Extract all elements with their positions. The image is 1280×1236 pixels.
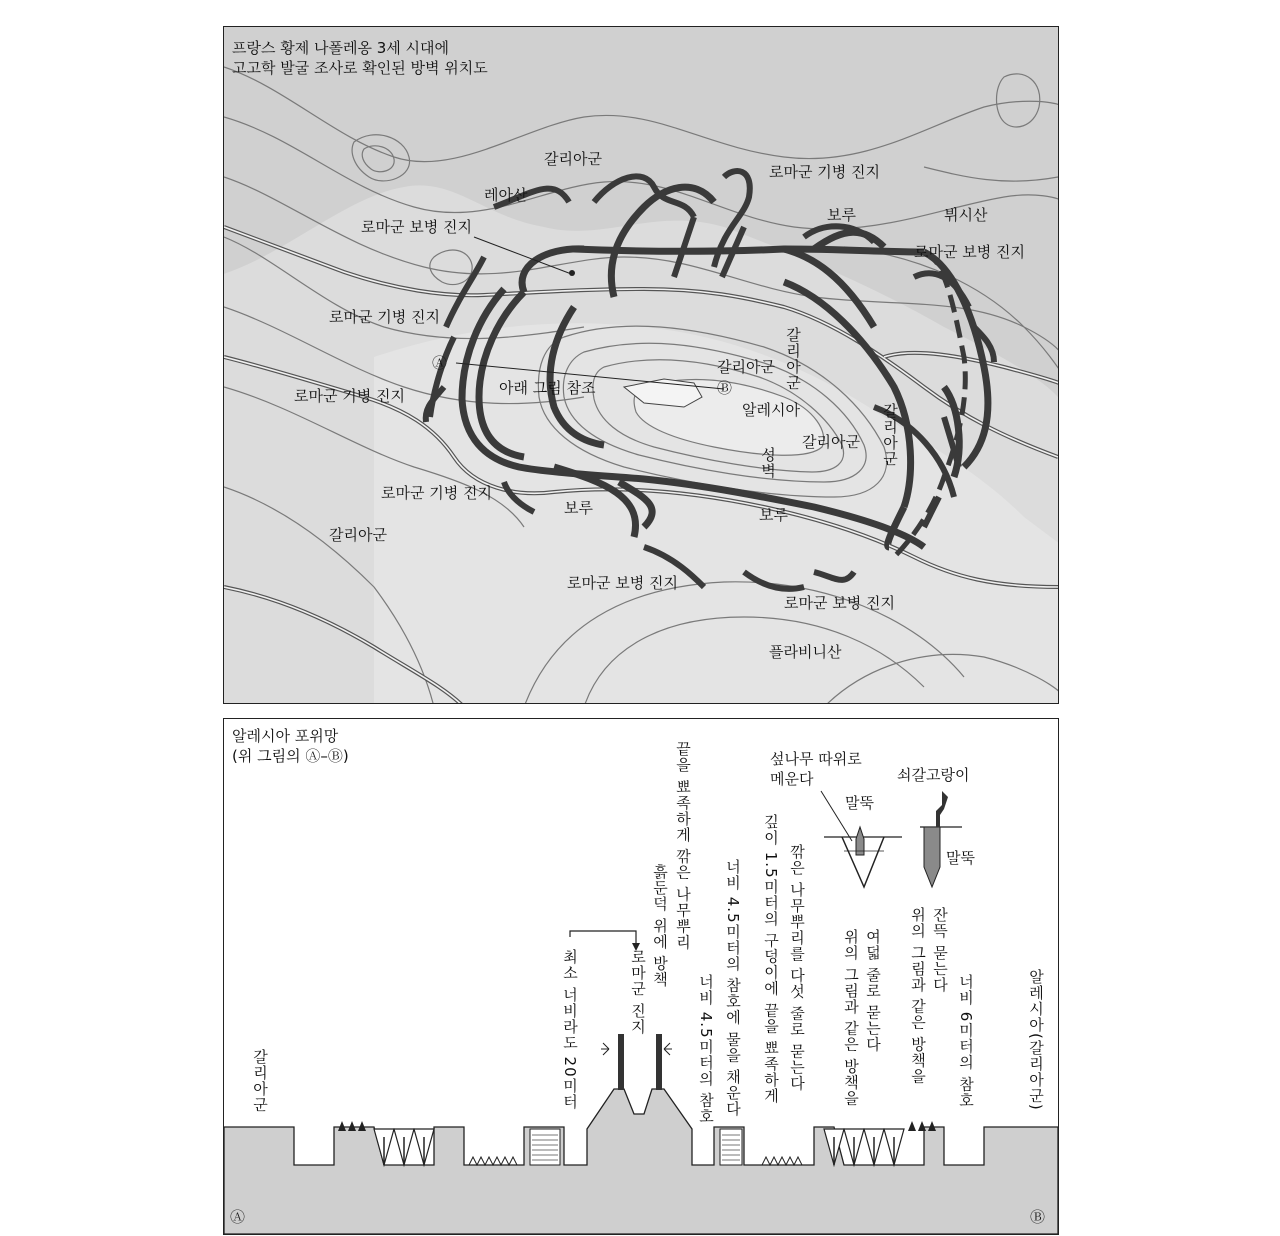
text-buried: 잔뜩 묻는다 <box>931 907 949 993</box>
label-mount-flavigny: 플라비니산 <box>769 643 842 661</box>
label-alesia: 알레시아 <box>742 401 800 419</box>
inset-hook-label: 쇠갈고랑이 <box>897 766 970 784</box>
label-mount-bussy: 뷔시산 <box>944 206 988 224</box>
text-eight-rows: 여덟 줄로 묻는다 <box>864 929 882 1053</box>
inset-stake-label-2: 말뚝 <box>946 849 975 867</box>
label-roman-infantry-bottom-1: 로마군 보병 진지 <box>567 574 678 592</box>
map-title-line-2: 고고학 발굴 조사로 확인된 방벽 위치도 <box>232 59 488 77</box>
text-roman-camp: 로마군 진지 <box>629 949 647 1035</box>
text-roots-five: 깎은 나무뿌리를 다섯 줄로 묻는다 <box>788 844 806 1092</box>
inset-fill-label-line-1: 섶나무 따위로 <box>770 750 862 768</box>
label-roman-cavalry-left-1: 로마군 기병 진지 <box>329 308 440 326</box>
inset-fill-label-line-2: 메운다 <box>770 770 814 788</box>
siege-map-drawing <box>224 27 1058 703</box>
text-pits: 깊이 1.5미터의 구덩이에 끝을 뾰족하게 <box>762 814 780 1104</box>
text-same-as-above-2: 위의 그림과 같은 방책을 <box>909 907 927 1085</box>
text-gallic-army-left: 갈리아군 <box>251 1049 269 1113</box>
section-marker-a: Ⓐ <box>230 1208 246 1226</box>
label-fort-top: 보루 <box>827 206 856 224</box>
section-title-line-2: (위 그림의 Ⓐ–Ⓑ) <box>232 747 349 765</box>
section-marker-b: Ⓑ <box>1030 1208 1046 1226</box>
text-alesia-gallic: 알레시아(갈리아군) <box>1027 969 1045 1111</box>
label-gallic-army-bottom: 갈리아군 <box>329 526 387 544</box>
label-gallic-army-mid: 갈리아군 <box>802 433 860 451</box>
label-see-below: 아래 그림 참조 <box>499 379 596 397</box>
label-mount-rea: 레아산 <box>484 186 528 204</box>
label-roman-cavalry-top: 로마군 기병 진지 <box>769 163 880 181</box>
text-trench-water: 너비 4.5미터의 참호에 물을 채운다 <box>724 859 742 1117</box>
marker-b: Ⓑ <box>717 379 733 397</box>
label-gallic-wall-right: 갈리아군 <box>881 403 899 467</box>
label-gallic-army-center: 갈리아군 <box>717 358 775 376</box>
label-gallic-army-top: 갈리아군 <box>544 150 602 168</box>
marker-a: Ⓐ <box>432 354 448 372</box>
label-roman-infantry-upper-left: 로마군 보병 진지 <box>361 218 472 236</box>
map-title-line-1: 프랑스 황제 나폴레옹 3세 시대에 <box>232 39 449 57</box>
label-roman-cavalry-left-2: 로마군 기병 진지 <box>294 387 405 405</box>
label-gallic-wall-vertical: 갈리아군 <box>784 327 802 391</box>
label-roman-cavalry-bottom: 로마군 기병 진지 <box>381 484 492 502</box>
cross-section-panel <box>223 718 1059 1235</box>
map-panel <box>223 26 1059 704</box>
label-fort-bottom-right: 보루 <box>759 506 788 524</box>
inset-stake-label-1: 말뚝 <box>845 794 874 812</box>
section-title-line-1: 알레시아 포위망 <box>232 727 339 745</box>
text-sharp-roots: 끝을 뾰족하게 깎은 나무뿌리 <box>674 741 692 951</box>
label-roman-infantry-right: 로마군 보병 진지 <box>914 243 1025 261</box>
text-same-as-above: 위의 그림과 같은 방책을 <box>842 929 860 1107</box>
text-trench-6: 너비 6미터의 참호 <box>957 974 975 1109</box>
text-palisade: 흙둔덕 위에 방책 <box>651 864 669 988</box>
label-gallic-wall-right-2: 성벽 <box>759 447 777 479</box>
text-trench-4-5: 너비 4.5미터의 참호 <box>697 974 715 1125</box>
label-roman-infantry-bottom-2: 로마군 보병 진지 <box>784 594 895 612</box>
label-fort-bottom-left: 보루 <box>564 499 593 517</box>
text-min-width: 최소 너비라도 20미터 <box>561 949 579 1110</box>
